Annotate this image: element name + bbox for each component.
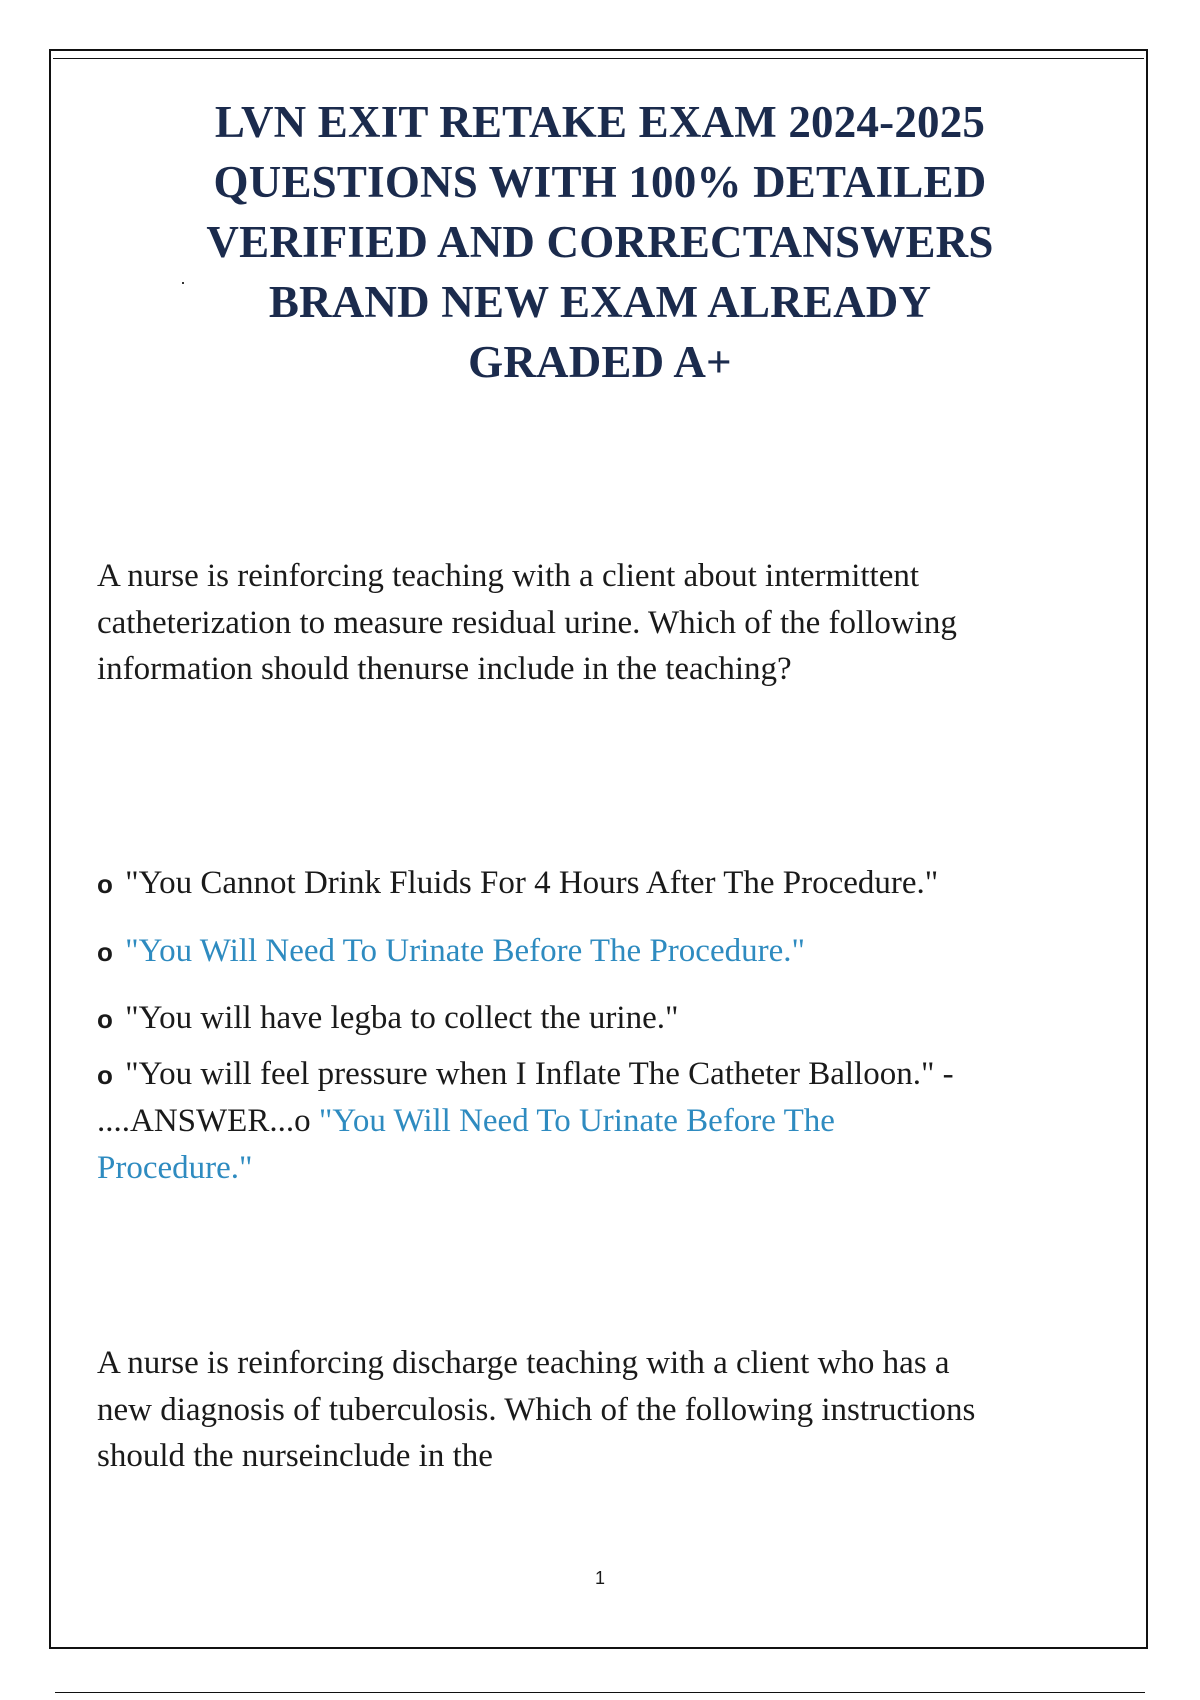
option-c <box>97 995 997 1043</box>
title-line-5: GRADED A+ <box>468 337 732 387</box>
option-bullet: o <box>97 1004 113 1034</box>
title-line-1: LVN EXIT RETAKE EXAM 2024-2025 <box>214 97 986 147</box>
option-b <box>97 928 997 976</box>
option-a-text: "You Cannot Drink Fluids For 4 Hours After The Procedure." <box>125 865 939 901</box>
title-line-3: VERIFIED AND CORRECTANSWERS <box>206 217 994 267</box>
question-1-options <box>97 860 997 1191</box>
answer-text: "You Will Need To Urinate Before The Procedure." <box>97 1103 835 1186</box>
option-bullet: o <box>97 1059 113 1090</box>
option-a <box>97 860 997 908</box>
option-d <box>97 1051 997 1192</box>
option-c-text: "You will have legba to collect the urine." <box>125 1000 679 1036</box>
title-line-4: BRAND NEW EXAM ALREADY <box>268 277 932 327</box>
next-page-top-rule <box>55 1692 1145 1693</box>
option-bullet: o <box>97 936 113 967</box>
stray-mark <box>182 282 184 284</box>
page-border-top-rule <box>53 58 1144 59</box>
page-number: 1 <box>594 1568 605 1588</box>
question-1-text: A nurse is reinforcing teaching with a client about intermittent catheterization to measure residual urine. Which of the following information should thenurse include in the teaching? <box>97 558 957 687</box>
exam-title <box>0 92 1200 392</box>
option-d-text: "You will feel pressure when I Inflate The Catheter Balloon." - ....ANSWER...o <box>97 1055 954 1139</box>
title-line-2: QUESTIONS WITH 100% DETAILED <box>213 157 987 207</box>
option-bullet: o <box>97 869 113 899</box>
option-b-text: "You Will Need To Urinate Before The Procedure." <box>125 932 805 969</box>
question-2-text: A nurse is reinforcing discharge teaching with a client who has a new diagnosis of tuberculosis. Which of the following instructions should the nurseinclude in the <box>97 1345 976 1474</box>
